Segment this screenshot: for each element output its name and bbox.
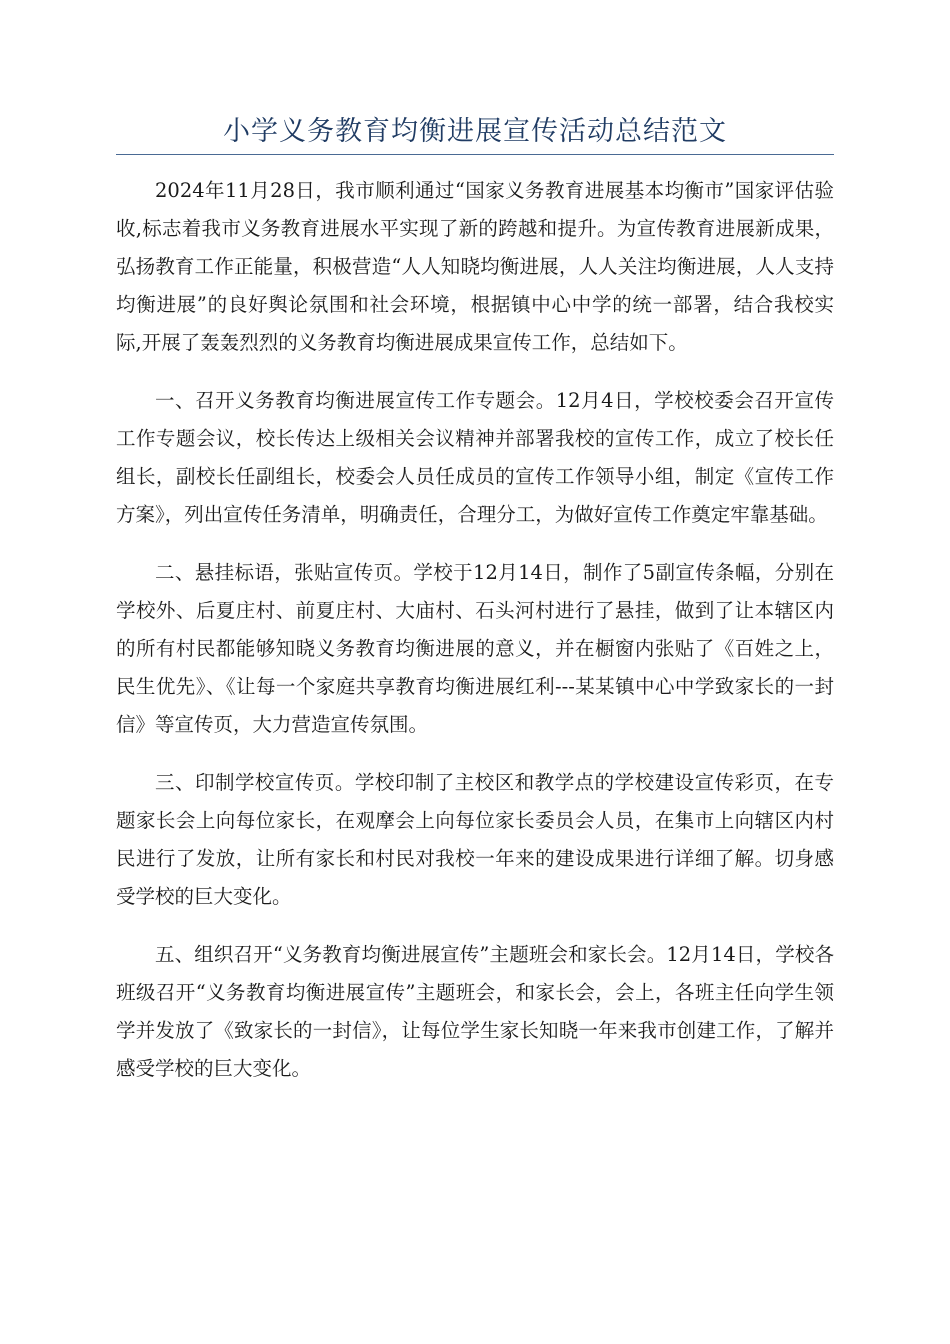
paragraph-intro: 2024年11月28日，我市顺利通过“国家义务教育进展基本均衡市”国家评估验收,标志着我市义务教育进展水平实现了新的跨越和提升。为宣传教育进展新成果，弘扬教育工作正能量，积极营造“人人知晓均衡进展，人人关注均衡进展，人人支持均衡进展”的良好舆论氛围和社会环境，根据镇中心中学的统一部署，结合我校实际,开展了轰轰烈烈的义务教育均衡进展成果宣传工作，总结如下。 — [116, 179, 834, 354]
title-underline — [116, 154, 834, 155]
paragraph-section-2: 二、悬挂标语，张贴宣传页。学校于12月14日，制作了5副宣传条幅，分别在学校外、后夏庄村、前夏庄村、大庙村、石头河村进行了悬挂，做到了让本辖区内的所有村民都能够知晓义务教育均衡进展的意义，并在橱窗内张贴了《百姓之上，民生优先》、《让每一个家庭共享教育均衡进展红利---某某镇中心中学致家长的一封信》等宣传页，大力营造宣传氛围。 — [116, 561, 834, 736]
document-title: 小学义务教育均衡进展宣传活动总结范文 — [223, 116, 727, 147]
paragraph-section-3: 三、印制学校宣传页。学校印制了主校区和教学点的学校建设宣传彩页，在专题家长会上向每位家长，在观摩会上向每位家长委员会人员，在集市上向辖区内村民进行了发放，让所有家长和村民对我校一年来的建设成果进行详细了解。切身感受学校的巨大变化。 — [116, 771, 834, 908]
paragraph-section-1: 一、召开义务教育均衡进展宣传工作专题会。12月4日，学校校委会召开宣传工作专题会议，校长传达上级相关会议精神并部署我校的宣传工作，成立了校长任组长，副校长任副组长，校委会人员任成员的宣传工作领导小组，制定《宣传工作方案》，列出宣传任务清单，明确责任，合理分工，为做好宣传工作奠定牢靠基础。 — [116, 389, 834, 526]
document-body — [116, 172, 834, 1108]
paragraph-section-5: 五、组织召开“义务教育均衡进展宣传”主题班会和家长会。12月14日，学校各班级召开“义务教育均衡进展宣传”主题班会，和家长会，会上，各班主任向学生领学并发放了《致家长的一封信》，让每位学生家长知晓一年来我市创建工作，了解并感受学校的巨大变化。 — [116, 943, 834, 1080]
